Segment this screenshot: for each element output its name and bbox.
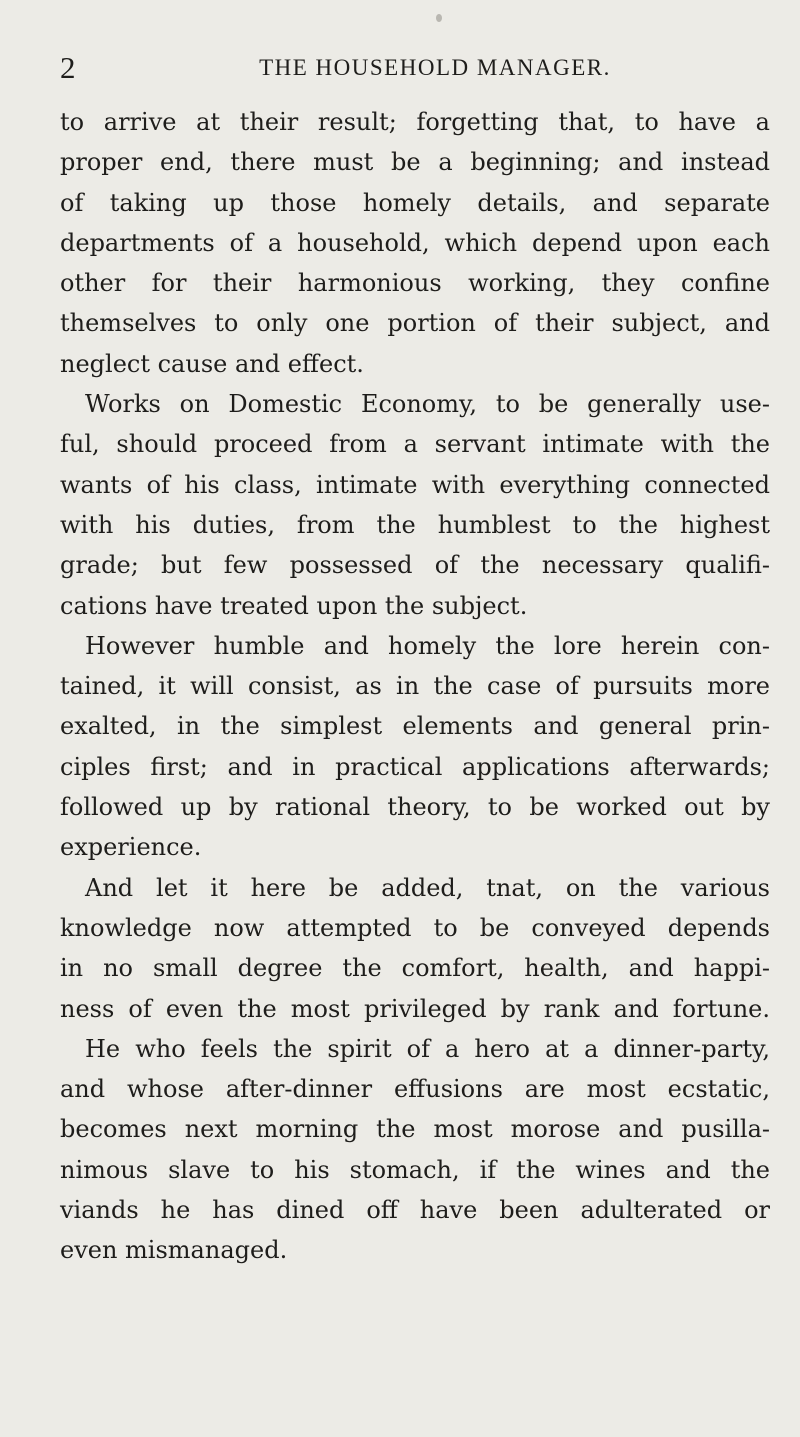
text-line: cations have treated upon the subject. xyxy=(60,591,528,620)
text-line: to arrive at their result; forgetting that, to have a xyxy=(60,108,770,136)
body-text xyxy=(60,102,770,1271)
text-line: wants of his class, intimate with everything connected xyxy=(60,470,770,499)
ink-blot xyxy=(436,14,442,22)
text-line: experience. xyxy=(60,833,202,862)
text-line: tained, it will consist, as in the case of pursuits more xyxy=(60,672,770,701)
text-line: ness of even the most privileged by rank and fortune. xyxy=(60,994,770,1023)
text-line: even mismanaged. xyxy=(60,1236,288,1265)
text-line: of taking up those homely details, and separate xyxy=(60,188,770,217)
text-line: followed up by rational theory, to be worked out by xyxy=(60,793,770,822)
text-line: proper end, there must be a beginning; and instead xyxy=(60,148,770,177)
page-header xyxy=(60,48,750,88)
text-line: Works on Domestic Economy, to be generally use- xyxy=(85,390,770,419)
text-line: exalted, in the simplest elements and general prin- xyxy=(60,712,770,741)
text-line: becomes next morning the most morose and pusilla- xyxy=(60,1115,770,1144)
text-line: nimous slave to his stomach, if the wines and the xyxy=(60,1155,770,1184)
text-line: knowledge now attempted to be conveyed depends xyxy=(60,913,770,942)
text-line: However humble and homely the lore herein con- xyxy=(85,631,770,660)
running-head: THE HOUSEHOLD MANAGER. xyxy=(259,55,611,80)
text-line: in no small degree the comfort, health, and happi- xyxy=(60,954,770,983)
text-line: themselves to only one portion of their subject, and xyxy=(60,309,770,338)
text-line: and whose after-dinner effusions are most ecstatic, xyxy=(60,1075,770,1104)
text-line: He who feels the spirit of a hero at a dinner-party, xyxy=(85,1034,770,1063)
text-line: ful, should proceed from a servant intimate with the xyxy=(60,430,770,459)
text-line: grade; but few possessed of the necessary qualifi- xyxy=(60,551,770,580)
text-line: viands he has dined off have been adulterated or xyxy=(60,1196,770,1225)
text-line: with his duties, from the humblest to the highest xyxy=(60,510,770,539)
text-line: And let it here be added, tnat, on the various xyxy=(85,873,770,902)
text-line: other for their harmonious working, they confine xyxy=(60,269,770,298)
page-number: 2 xyxy=(60,50,76,85)
text-line: ciples first; and in practical applications afterwards; xyxy=(60,752,770,781)
text-line: departments of a household, which depend upon each xyxy=(60,228,770,257)
text-line: neglect cause and effect. xyxy=(60,349,364,378)
